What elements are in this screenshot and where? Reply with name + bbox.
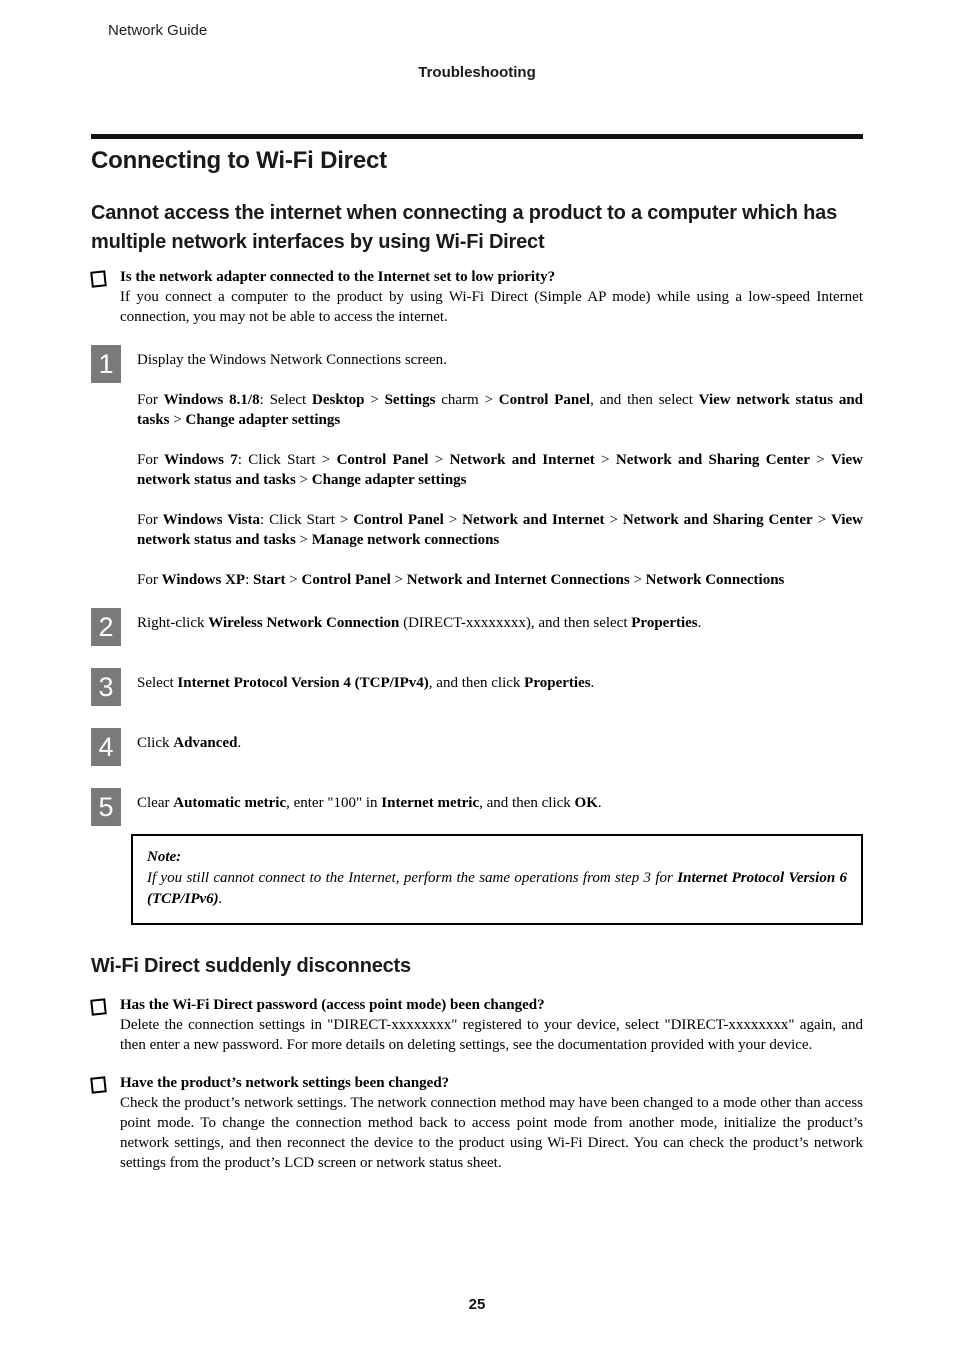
section2-heading: Wi-Fi Direct suddenly disconnects (91, 955, 411, 977)
page-content (91, 134, 863, 1173)
bullet-body: Check the product’s network settings. The network connection method may have been changed to a mode other than access point mode. To change the connection method back to access point mode from another mode, initialize the product’s network settings, and then reconnect the device to the product using Wi-Fi Direct. You can check the product’s network settings from the product’s LCD screen or network status sheet. (120, 1095, 863, 1171)
bullet-text (120, 267, 863, 327)
ballot-box-icon (90, 998, 107, 1015)
step-paragraph: For Windows XP: Start > Control Panel > Network and Internet Connections > Network Connections (137, 572, 785, 588)
page-number: 25 (468, 1296, 486, 1313)
bullet-question: Have the product’s network settings been changed? (120, 1075, 450, 1091)
steps-list (91, 345, 863, 826)
page-title: Connecting to Wi-Fi Direct (91, 134, 863, 175)
step-body (137, 608, 863, 646)
note-body: If you still cannot connect to the Internet, perform the same operations from step 3 for Internet Protocol Version 6 (TCP/IPv6). (147, 870, 848, 907)
step-body (137, 728, 863, 766)
step-number-badge: 1 (91, 345, 121, 383)
step-paragraph: Select Internet Protocol Version 4 (TCP/IPv4), and then click Properties. (137, 675, 595, 691)
bullet-text (120, 1073, 863, 1173)
ballot-box-icon (90, 1076, 107, 1093)
step-paragraph: Click Advanced. (137, 735, 242, 751)
step-5 (91, 788, 863, 826)
section1-heading: Cannot access the internet when connecting a product to a computer which has multiple network interfaces by using Wi-Fi Direct (91, 202, 838, 253)
running-header-section: Troubleshooting (418, 64, 536, 81)
bullet-item (91, 995, 863, 1055)
bullet-body: Delete the connection settings in "DIRECT-xxxxxxxx" registered to your device, select "DIRECT-xxxxxxxx" again, and then enter a new password. For more details on deleting settings, see the documentation provided with your device. (120, 1017, 863, 1053)
bullet-glyph-column (91, 267, 120, 327)
bullet-text (120, 995, 863, 1055)
step-paragraph: For Windows 7: Click Start > Control Panel > Network and Internet > Network and Sharing Center > View network status and tasks > Change adapter settings (137, 452, 863, 488)
running-header-title: Network Guide (108, 22, 208, 39)
note-box (131, 834, 863, 925)
step-3 (91, 668, 863, 706)
step-number-badge: 2 (91, 608, 121, 646)
bullet-body: If you connect a computer to the product by using Wi-Fi Direct (Simple AP mode) while using a low-speed Internet connection, you may not be able to access the internet. (120, 289, 863, 325)
bullet-glyph-column (91, 995, 120, 1055)
step-1 (91, 345, 863, 590)
step-number-badge: 3 (91, 668, 121, 706)
ballot-box-icon (90, 270, 107, 287)
step-number-badge: 4 (91, 728, 121, 766)
step-4 (91, 728, 863, 766)
step-paragraph: For Windows Vista: Click Start > Control Panel > Network and Internet > Network and Sharing Center > View network status and tasks > Manage network connections (137, 512, 863, 548)
section2-bullets (91, 995, 863, 1173)
bullet-question: Is the network adapter connected to the Internet set to low priority? (120, 269, 556, 285)
step-body (137, 668, 863, 706)
note-label: Note: (147, 849, 182, 865)
bullet-item (91, 1073, 863, 1173)
step-paragraph: Right-click Wireless Network Connection (DIRECT-xxxxxxxx), and then select Properties. (137, 615, 702, 631)
step-2 (91, 608, 863, 646)
step-paragraph: For Windows 8.1/8: Select Desktop > Settings charm > Control Panel, and then select View network status and tasks > Change adapter settings (137, 392, 864, 428)
step-body (137, 345, 863, 590)
bullet-item (91, 267, 863, 327)
bullet-question: Has the Wi-Fi Direct password (access point mode) been changed? (120, 997, 545, 1013)
bullet-glyph-column (91, 1073, 120, 1173)
step-paragraph: Clear Automatic metric, enter "100" in Internet metric, and then click OK. (137, 795, 602, 811)
step-number-badge: 5 (91, 788, 121, 826)
step-paragraph: Display the Windows Network Connections screen. (137, 352, 447, 368)
step-body (137, 788, 863, 826)
